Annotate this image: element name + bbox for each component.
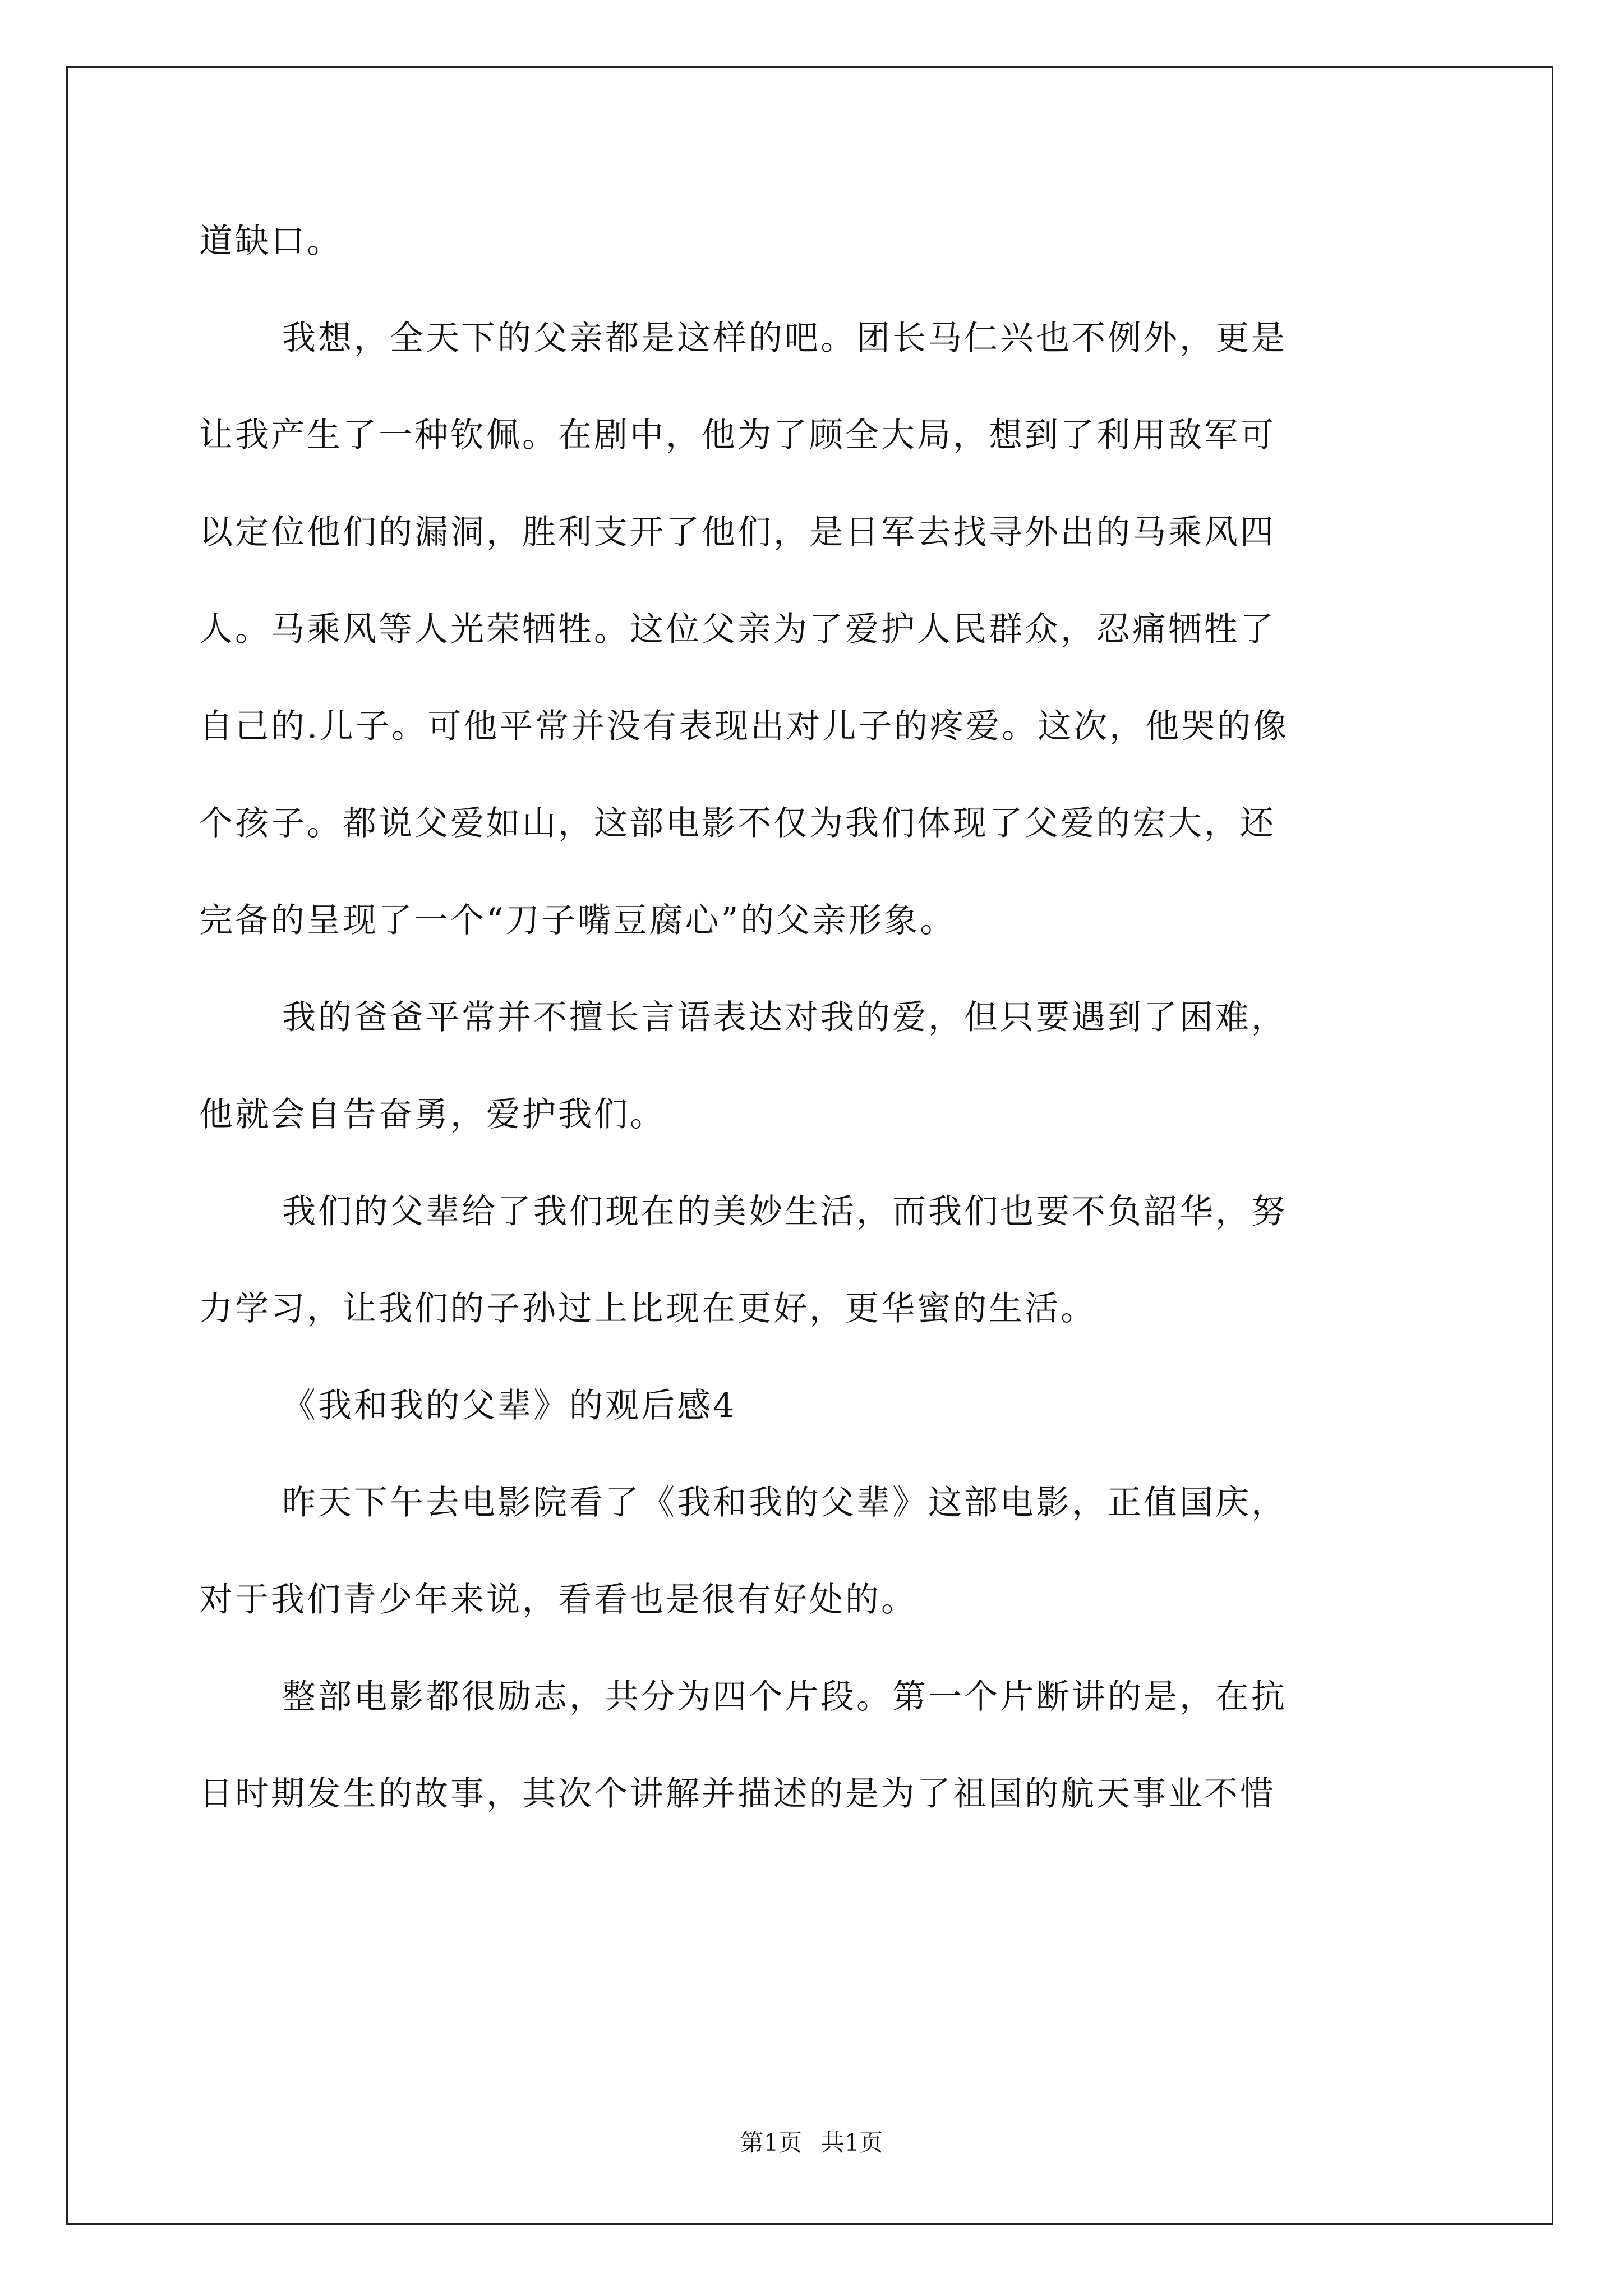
text-line: 让我产生了一种钦佩。在剧中，他为了顾全大局，想到了利用敌军可 — [199, 416, 1276, 455]
paragraph-start-line: 我想，全天下的父亲都是这样的吧。团长马仁兴也不例外，更是 — [282, 319, 1287, 358]
paragraph-start-line: 我们的父辈给了我们现在的美妙生活，而我们也要不负韶华，努 — [282, 1192, 1287, 1231]
page-total: 共1页 — [820, 2129, 883, 2156]
text-line: 道缺口。 — [199, 222, 343, 261]
page-footer — [0, 2126, 1623, 2160]
text-line: 力学习，让我们的子孙过上比现在更好，更华蜜的生活。 — [199, 1289, 1096, 1328]
paragraph-start-line: 我的爸爸平常并不擅长言语表达对我的爱，但只要遇到了困难， — [282, 998, 1287, 1037]
paragraph-start-line: 整部电影都很励志，共分为四个片段。第一个片断讲的是，在抗 — [282, 1677, 1287, 1717]
section-heading: 《我和我的父辈》的观后感4 — [282, 1386, 737, 1425]
text-line: 完备的呈现了一个“刀子嘴豆腐心”的父亲形象。 — [199, 901, 956, 940]
paragraph-start-line: 昨天下午去电影院看了《我和我的父辈》这部电影，正值国庆， — [282, 1483, 1287, 1522]
text-line: 人。马乘风等人光荣牺牲。这位父亲为了爱护人民群众，忍痛牺牲了 — [199, 610, 1276, 649]
text-line: 以定位他们的漏洞，胜利支开了他们，是日军去找寻外出的马乘风四 — [199, 513, 1276, 552]
text-line: 自己的.儿子。可他平常并没有表现出对儿子的疼爱。这次，他哭的像 — [199, 707, 1289, 746]
text-line: 对于我们青少年来说，看看也是很有好处的。 — [199, 1580, 917, 1619]
text-line: 他就会自告奋勇，爱护我们。 — [199, 1095, 666, 1134]
page-number: 第1页 — [740, 2129, 803, 2156]
text-line: 个孩子。都说父爱如山，这部电影不仅为我们体现了父爱的宏大，还 — [199, 804, 1276, 843]
text-line: 日时期发生的故事，其次个讲解并描述的是为了祖国的航天事业不惜 — [199, 1774, 1276, 1814]
